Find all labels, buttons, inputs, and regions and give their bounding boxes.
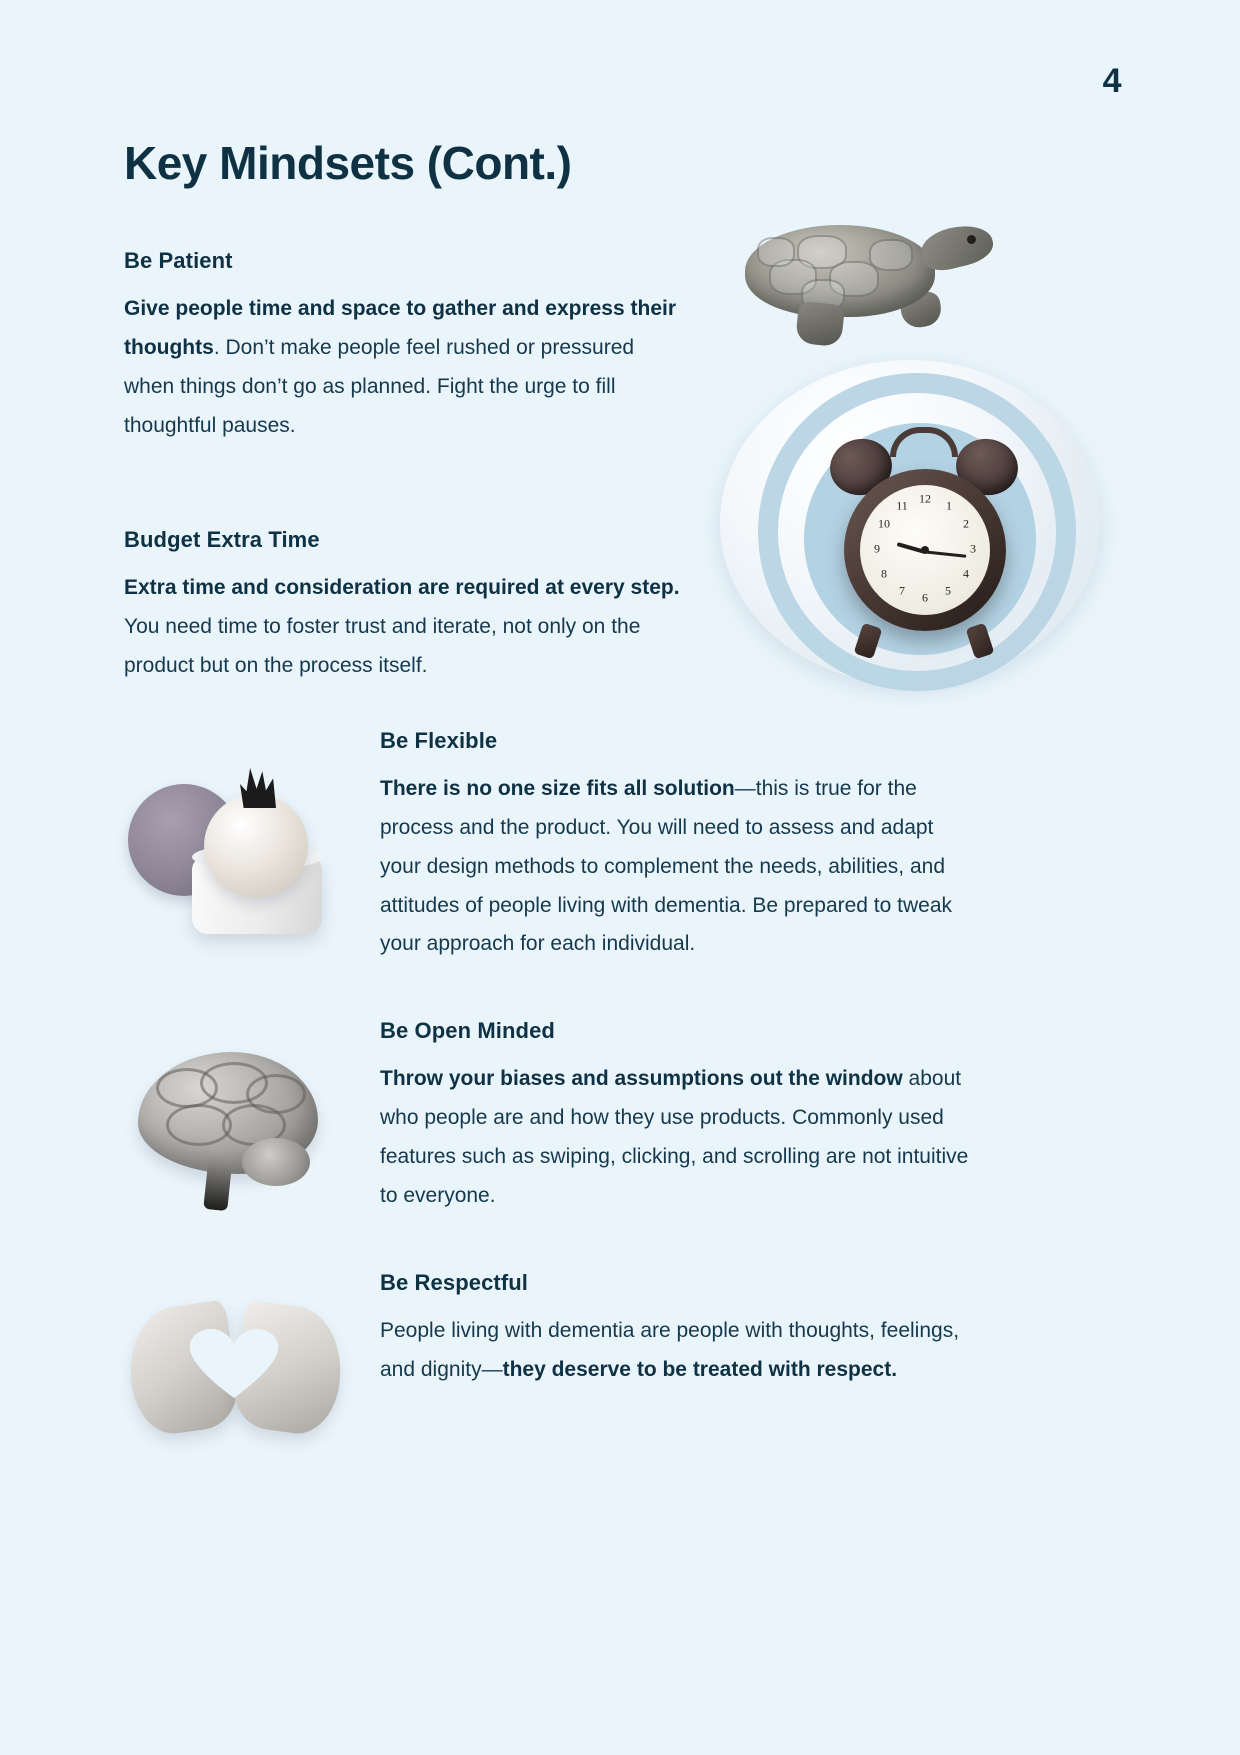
page-title: Key Mindsets (Cont.) xyxy=(124,136,572,189)
section-lead-be-open-minded: Throw your biases and assumptions out the window xyxy=(380,1067,903,1090)
section-body-be-respectful xyxy=(380,1312,980,1390)
turtle-scute xyxy=(869,239,913,271)
section-lead-be-patient: Give people time and space to gather and express their thoughts xyxy=(124,297,677,359)
brain-illustration xyxy=(132,1052,337,1212)
clock-number: 5 xyxy=(945,583,951,598)
section-body-be-open-minded xyxy=(380,1060,970,1215)
clock-foot-right xyxy=(966,623,995,660)
section-lead-be-flexible: There is no one size fits all solution xyxy=(380,777,735,800)
clock-number: 2 xyxy=(963,516,969,531)
turtle-clock-illustration xyxy=(700,215,1120,685)
clock-number: 1 xyxy=(946,498,952,513)
sphere-pedestal-illustration xyxy=(128,770,358,955)
section-be-respectful xyxy=(380,1270,980,1390)
clock-foot-left xyxy=(854,623,883,660)
section-rest-budget-extra-time: You need time to foster trust and iterate, not only on the product but on the process itself. xyxy=(124,614,641,677)
heart-hands-illustration xyxy=(128,1300,343,1440)
section-lead-budget-extra-time: Extra time and consideration are required at every step. xyxy=(124,576,680,599)
brain-stem xyxy=(203,1155,233,1211)
black-tuft-shape xyxy=(240,768,276,808)
clock-number: 6 xyxy=(922,590,928,605)
brain-cerebellum xyxy=(242,1138,310,1186)
section-heading-be-patient: Be Patient xyxy=(124,248,233,273)
section-rest-be-patient: . Don’t make people feel rushed or pressured when things don’t go as planned. Fight the urge to fill thoughtful pauses. xyxy=(124,335,635,437)
section-be-open-minded xyxy=(380,1018,970,1215)
clock-number: 10 xyxy=(878,516,890,531)
clock-minute-hand xyxy=(925,551,966,558)
clock-center-pivot xyxy=(921,546,929,554)
section-rest-be-flexible: —this is true for the process and the product. You will need to assess and adapt your design methods to complement the needs, abilities, and attitudes of people living with dementia. Be prepared to tweak your approach for each individual. xyxy=(380,777,953,956)
section-body-budget-extra-time xyxy=(124,569,684,686)
clock-number: 7 xyxy=(899,583,905,598)
section-heading-be-flexible: Be Flexible xyxy=(380,728,498,753)
turtle-icon xyxy=(735,215,995,345)
turtle-shell xyxy=(745,225,935,317)
clock-number: 4 xyxy=(963,566,969,581)
clock-number: 12 xyxy=(919,491,931,506)
clock-number: 8 xyxy=(881,566,887,581)
section-budget-extra-time xyxy=(124,527,684,686)
turtle-eye xyxy=(967,235,976,244)
clock-body xyxy=(844,469,1006,631)
section-rest-be-open-minded: about who people are and how they use products. Commonly used features such as swiping, clicking, and scrolling are not intuitive to everyone. xyxy=(380,1067,969,1207)
section-rest-be-respectful: they deserve to be treated with respect. xyxy=(502,1357,898,1381)
turtle-front-leg xyxy=(795,301,845,348)
section-be-patient xyxy=(124,248,680,445)
section-heading-be-open-minded: Be Open Minded xyxy=(380,1018,555,1043)
turtle-scute xyxy=(757,237,795,267)
beige-sphere-shape xyxy=(204,794,308,898)
section-heading-be-respectful: Be Respectful xyxy=(380,1270,529,1295)
section-lead-be-respectful: People living with dementia are people with thoughts, feelings, and dignity— xyxy=(380,1319,960,1381)
turtle-head xyxy=(917,219,997,275)
clock-number: 11 xyxy=(896,498,908,513)
section-body-be-flexible xyxy=(380,770,980,964)
section-body-be-patient xyxy=(124,290,680,445)
clock-number: 3 xyxy=(970,541,976,556)
clock-face xyxy=(860,485,990,615)
page-number: 4 xyxy=(1102,62,1122,100)
section-heading-budget-extra-time: Budget Extra Time xyxy=(124,527,320,552)
clock-number: 9 xyxy=(874,541,880,556)
alarm-clock-icon xyxy=(824,433,1024,661)
section-be-flexible xyxy=(380,728,980,964)
